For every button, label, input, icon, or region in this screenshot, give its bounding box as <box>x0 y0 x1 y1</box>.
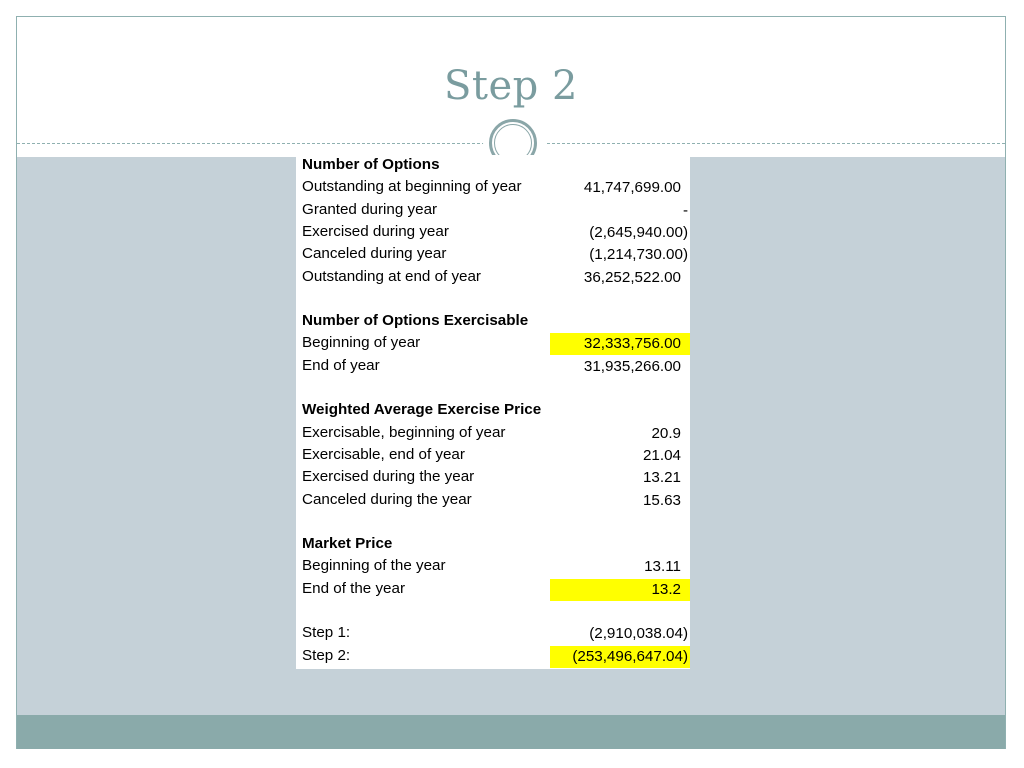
row-label: Exercised during year <box>302 222 449 240</box>
options-table <box>296 155 690 669</box>
row-label: Outstanding at end of year <box>302 267 481 285</box>
row-value: 13.21 <box>642 469 681 487</box>
table-row <box>296 623 690 645</box>
row-value: 41,747,699.00 <box>583 179 681 197</box>
table-row <box>296 244 690 266</box>
row-label: Granted during year <box>302 200 438 218</box>
row-label: Step 1: <box>302 624 351 642</box>
table-row <box>296 222 690 244</box>
row-value: 21.04 <box>642 446 681 464</box>
row-value: 20.9 <box>651 424 681 442</box>
row-label: End of the year <box>302 579 406 597</box>
table-row <box>296 646 690 668</box>
table-row <box>296 467 690 489</box>
row-label: Beginning of year <box>302 334 421 352</box>
section-header: Number of Options <box>302 156 440 173</box>
table-row <box>296 423 690 445</box>
row-value: 13.11 <box>644 558 681 576</box>
row-label: Exercised during the year <box>302 468 475 486</box>
row-label: Exercisable, beginning of year <box>302 423 506 441</box>
row-label: Outstanding at beginning of year <box>302 178 522 196</box>
table-row <box>296 177 690 199</box>
section-header-row <box>296 311 690 333</box>
row-value: 36,252,522.00 <box>583 268 681 286</box>
section-header: Weighted Average Exercise Price <box>302 401 542 419</box>
row-value: 32,333,756.00 <box>550 333 690 355</box>
table-row <box>296 445 690 467</box>
row-value: 31,935,266.00 <box>583 357 681 375</box>
table-row <box>296 333 690 355</box>
row-label: Canceled during the year <box>302 490 472 508</box>
row-label: Canceled during year <box>302 245 447 263</box>
table-row <box>296 356 690 378</box>
section-header: Market Price <box>302 535 393 553</box>
row-value: (2,645,940.00) <box>589 223 688 241</box>
slide-title: Step 2 <box>444 63 578 109</box>
section-header-row <box>296 155 690 177</box>
table-row <box>296 490 690 512</box>
row-label: End of year <box>302 356 380 374</box>
row-value: 15.63 <box>642 491 681 509</box>
row-label: Exercisable, end of year <box>302 445 465 463</box>
table-row <box>296 579 690 601</box>
table-row <box>296 200 690 222</box>
section-header-row <box>296 400 690 422</box>
section-header: Number of Options Exercisable <box>302 312 529 330</box>
section-header-row <box>296 534 690 556</box>
footer-band <box>17 715 1005 749</box>
row-value: (253,496,647.04) <box>550 646 690 668</box>
row-label: Step 2: <box>302 646 351 664</box>
row-value: (2,910,038.04) <box>589 625 688 643</box>
table-row <box>296 267 690 289</box>
row-label: Beginning of the year <box>302 557 446 575</box>
row-value: (1,214,730.00) <box>589 246 688 264</box>
row-value: - <box>682 201 688 219</box>
table-row <box>296 556 690 578</box>
row-value: 13.2 <box>550 579 690 601</box>
